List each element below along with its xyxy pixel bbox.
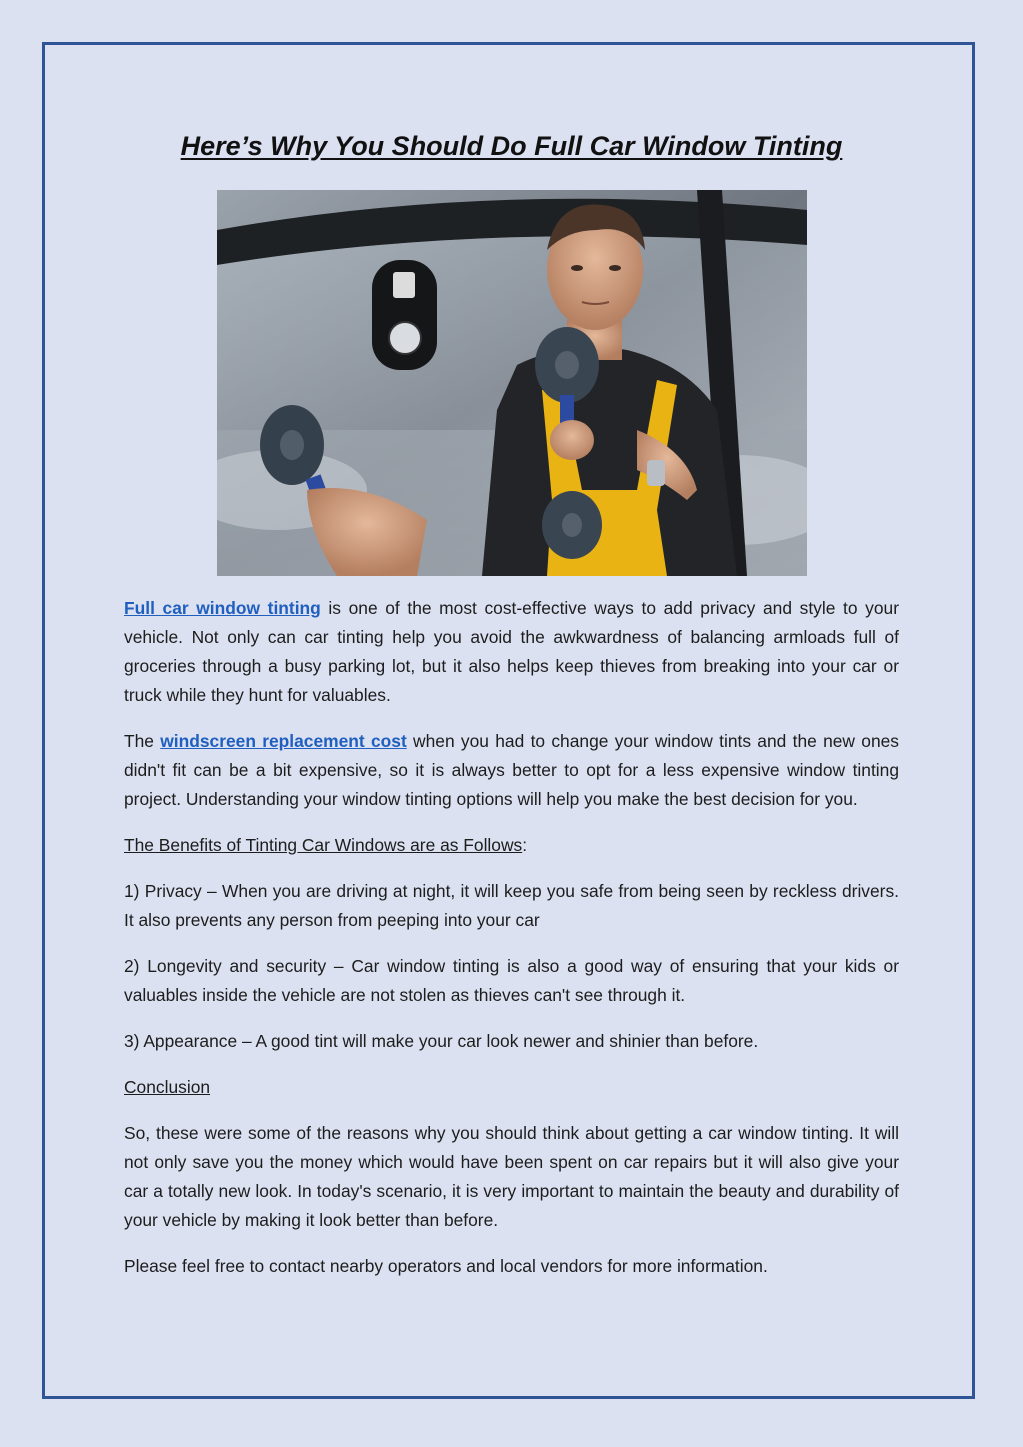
benefits-heading-colon: : [522,835,528,855]
conclusion-heading [124,1073,899,1102]
conclusion-heading-text: Conclusion [124,1077,211,1097]
intro-text: is one of the most cost-effective ways to add privacy and style to your vehicle. Not only can car tinting help you avoid the awkwardness of balancing armloads full of groceries through a busy parking lot, but it also helps keep thieves from breaking into your car or truck while they hunt for valuables. [124,598,899,705]
page-title: Here’s Why You Should Do Full Car Window Tinting [180,131,843,161]
benefits-heading-text: The Benefits of Tinting Car Windows are as Follows [124,835,523,855]
windscreen-text: when you had to change your window tints and the new ones didn't fit can be a bit expensive, so it is always better to opt for a less expensive window tinting project. Understanding your window tinting options will help you make the best decision for you. [124,731,899,809]
windscreen-replacement-cost-link[interactable]: windscreen replacement cost [160,731,407,751]
windscreen-prefix: The [124,731,161,751]
benefit-item-longevity: 2) Longevity and security – Car window tinting is also a good way of ensuring that your kids or valuables inside the vehicle are not stolen as thieves can't see through it. [124,956,899,1005]
full-car-window-tinting-link[interactable]: Full car window tinting [124,598,321,618]
closing-paragraph: Please feel free to contact nearby operators and local vendors for more information. [124,1256,768,1276]
benefit-item-privacy: 1) Privacy – When you are driving at night, it will keep you safe from being seen by reckless drivers. It also prevents any person from peeping into your car [124,881,899,930]
windscreen-paragraph [124,727,899,814]
article-body [124,594,899,1298]
conclusion-paragraph: So, these were some of the reasons why you should think about getting a car window tinting. It will not only save you the money which would have been spent on car repairs but it will also give your car a totally new look. In today's scenario, it is very important to maintain the beauty and durability of your vehicle by making it look better than before. [124,1123,899,1230]
intro-paragraph [124,594,899,710]
windshield-technician-photo [217,190,807,576]
benefit-item-appearance: 3) Appearance – A good tint will make your car look newer and shinier than before. [124,1031,759,1051]
benefits-heading [124,831,899,860]
